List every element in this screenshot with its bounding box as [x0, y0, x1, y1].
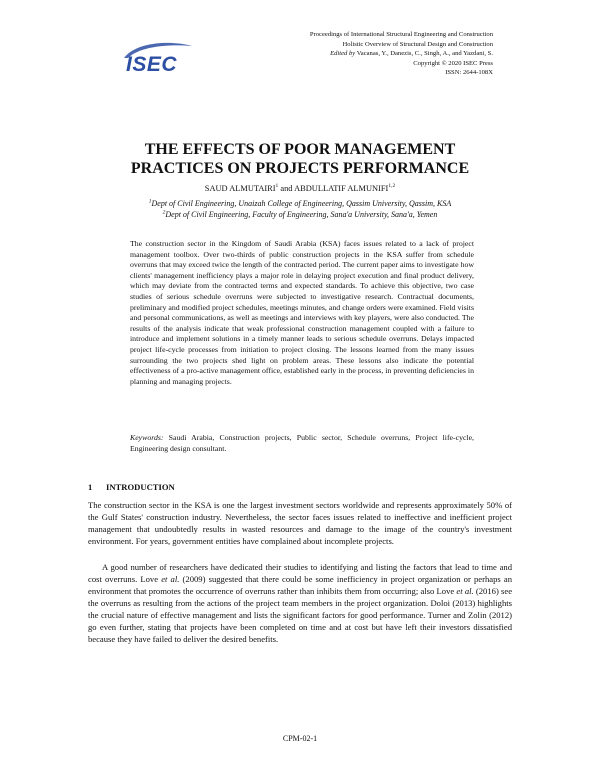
header-theme: Holistic Overview of Structural Design and Construction	[342, 40, 493, 48]
title-line-2: PRACTICES ON PROJECTS PERFORMANCE	[130, 160, 470, 177]
isec-logo	[118, 38, 196, 74]
header-editors	[193, 49, 493, 59]
keywords-label: Keywords:	[130, 433, 164, 442]
section-heading	[88, 482, 175, 492]
header-copyright: Copyright © 2020 ISEC Press	[413, 59, 493, 67]
edited-by-label: Edited by	[330, 50, 356, 58]
affiliation-1	[80, 199, 520, 208]
affiliation-2-sup: 2	[162, 209, 166, 216]
affiliation-2-text: Dept of Civil Engineering, Faculty of Engineering, Sana'a University, Sana'a, Yemen	[165, 210, 438, 219]
keywords-text: Saudi Arabia, Construction projects, Public sector, Schedule overruns, Project life-cycle, Engineering design consultant.	[130, 433, 475, 453]
header-issn: ISSN: 2644-108X	[445, 69, 493, 77]
author-1: SAUD ALMUTAIRI	[204, 184, 276, 193]
affiliation-1-sup: 1	[148, 198, 152, 205]
abstract: The construction sector in the Kingdom of Saudi Arabia (KSA) faces issues related to a lack of project management toolbox. Over two-thirds of public construction projects in the KSA suffer from schedule overruns that may exceed twice the length of the contracted period. The current paper aims to investigate how clients' management inefficiency plays a major role in delaying project execution and final product delivery, which may deviate from the contracted terms and expected standards. To achieve this objective, two case studies of serious schedule overruns were subjected to investigative research. Contractual documents, preliminary and modified project schedules, meetings minutes, and change orders were examined. Field visits and personal communications, as well as meetings and interviews with key players, were also conducted. The results of the analysis indicate that weak professional construction management coupled with a failure to introduce and implement solutions in a timely manner leads to serious schedule overruns. Delays impacted project life-cycle processes from initiation to project closing. The lessons learned from the many issues surrounding the two projects shed light on problem areas. These lessons also indicate the potential effectiveness of a pro-active management office, established early in the process, in preventing deficiencies in planning and managing projects.	[130, 239, 474, 386]
author-2: ABDULLATIF ALMUNIFI	[294, 184, 389, 193]
page-footer: CPM-02-1	[282, 734, 318, 743]
paper-title	[80, 140, 520, 178]
authors	[80, 184, 520, 193]
intro-paragraph-1: The construction sector in the KSA is one the largest investment sectors worldwide and represents approximately 50% of the Gulf States' construction industry. Nevertheless, the sector faces issues related to ineffective and inefficient project management that undoubtedly results in wasted resources and damage to the image of the country's investment environment. For years, government entities have complained about incomplete projects.	[88, 500, 512, 546]
section-number: 1	[88, 482, 93, 492]
author-1-sup: 1	[275, 183, 279, 190]
intro-p2-part-c: (2016) see the overruns as resulting from the actions of the project team members in the project organization. Doloi (2013) highlights the crucial nature of effective management and lists the significant factors for good performance. Turner and Zolin (2012) go even further, stating that projects have been completed on time and at cost but have left their investors dissatisfied because they have failed to deliver the desired benefits.	[88, 586, 513, 644]
author-2-sup: 1,2	[388, 183, 396, 190]
authors-and: and	[278, 184, 295, 193]
intro-paragraph-2	[88, 561, 512, 645]
etal-2: et al.	[456, 586, 474, 596]
intro-p2-part-b: (2009) suggested that there could be some inefficiency in project organization or perhaps an environment that promotes the occurrence of overruns rather than inhibits them from occurring; also Love	[88, 574, 512, 596]
header-proceedings: Proceedings of International Structural Engineering and Construction	[309, 31, 493, 38]
conference-header	[193, 30, 493, 78]
logo-text: ISEC	[126, 53, 178, 74]
keywords	[130, 433, 474, 454]
intro-p2-part-a: A good number of researchers have dedicated their studies to identifying and listing the factors that lead to time and cost overruns. Love	[88, 562, 512, 584]
affiliation-2	[80, 210, 520, 219]
title-line-1: THE EFFECTS OF POOR MANAGEMENT	[144, 141, 456, 158]
affiliation-1-text: Dept of Civil Engineering, Unaizah College of Engineering, Qassim University, Qassim, KSA	[151, 199, 452, 208]
editors-names: Vacanas, Y., Danezis, C., Singh, A., and Yazdani, S.	[356, 50, 493, 58]
section-title: INTRODUCTION	[106, 482, 175, 492]
etal-1: et al.	[161, 574, 180, 584]
